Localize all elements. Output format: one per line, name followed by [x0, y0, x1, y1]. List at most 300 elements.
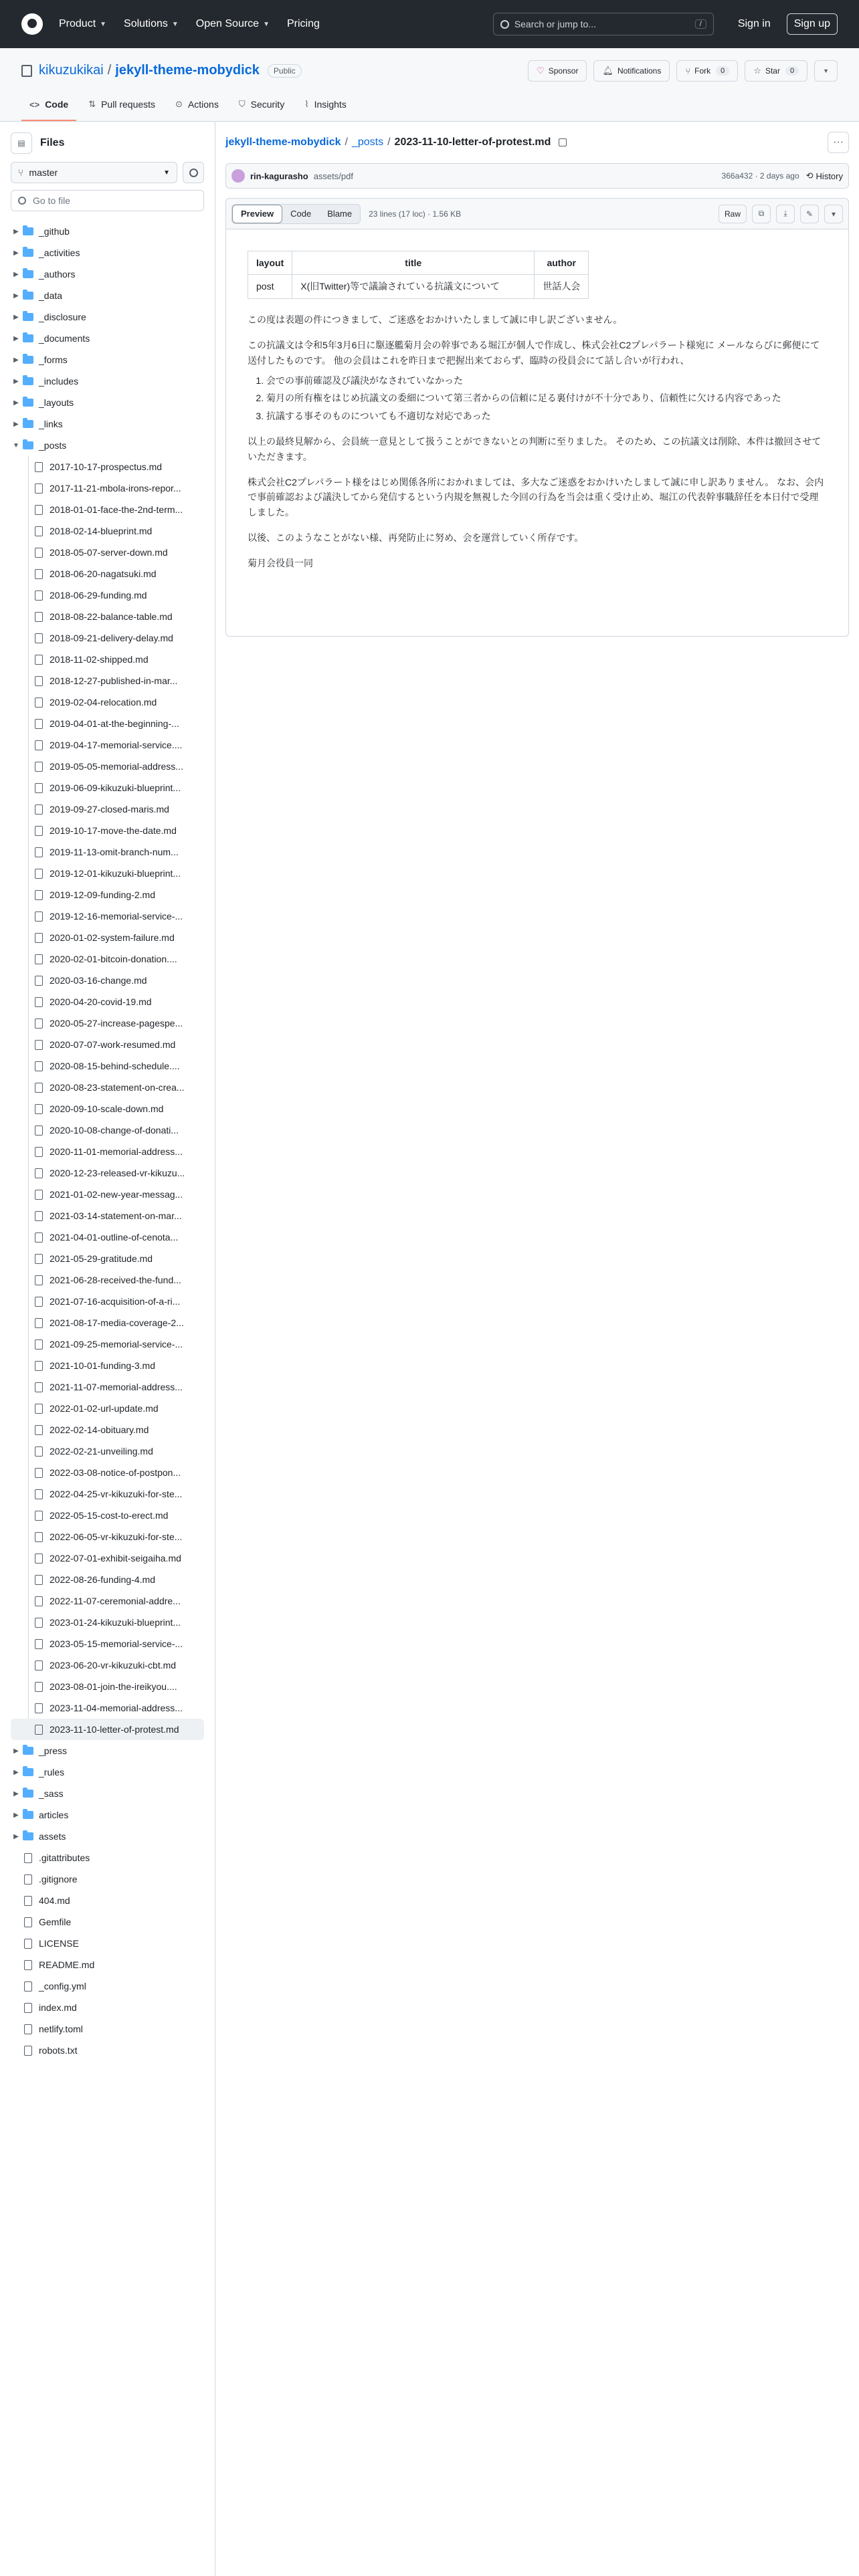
nav-product[interactable] — [59, 18, 106, 30]
file-toolbar — [226, 199, 848, 229]
breadcrumb-repo-link[interactable]: jekyll-theme-mobydick — [225, 136, 341, 148]
sign-up-button[interactable]: Sign up — [787, 13, 838, 35]
repo-owner-link[interactable]: kikuzukikai — [39, 63, 104, 78]
blame-button[interactable]: Blame — [327, 209, 353, 219]
repo-header — [0, 48, 859, 122]
folder-icon — [23, 227, 33, 235]
tree-file[interactable] — [11, 820, 204, 841]
tree-file[interactable] — [11, 1847, 204, 1868]
visibility-badge: Public — [268, 64, 302, 78]
shield-icon: ⛉ — [238, 99, 246, 109]
tree-item-label: 2018-11-02-shipped.md — [50, 654, 149, 665]
search-files-button[interactable] — [183, 162, 204, 183]
tree-file[interactable] — [11, 1205, 204, 1226]
chevron-right-icon: ▶ — [13, 292, 19, 300]
tree-item-label: 2018-12-27-published-in-mar... — [50, 675, 178, 686]
tree-item-label: _layouts — [39, 397, 74, 408]
tree-item-label: 2017-11-21-mbola-irons-repor... — [50, 483, 181, 494]
tree-file[interactable] — [11, 1141, 204, 1162]
tree-file[interactable] — [11, 1034, 204, 1055]
tree-folder[interactable] — [11, 1826, 204, 1847]
star-button[interactable] — [745, 60, 807, 82]
file-icon — [35, 1553, 43, 1564]
file-icon — [35, 954, 43, 964]
tree-file[interactable] — [11, 1569, 204, 1590]
file-icon — [24, 1917, 32, 1927]
tree-item-label: 2022-04-25-vr-kikuzuki-for-ste... — [50, 1489, 183, 1499]
chevron-right-icon: ▶ — [13, 1832, 19, 1840]
folder-icon — [23, 377, 33, 385]
paragraph: この度は表題の件につきまして、ご迷惑をおかけいたしまして誠に申し訳ございません。 — [248, 314, 623, 325]
file-box — [225, 198, 849, 637]
files-header — [11, 132, 204, 154]
tree-folder[interactable] — [11, 1740, 204, 1761]
tab-pull-requests[interactable] — [80, 89, 163, 121]
tree-folder[interactable] — [11, 328, 204, 349]
table-row — [248, 275, 589, 298]
search-icon — [500, 20, 509, 29]
nav-label: Product — [59, 18, 96, 29]
tree-file[interactable] — [11, 1398, 204, 1419]
tree-file[interactable] — [11, 1612, 204, 1633]
list-item: 3. 抗議する事そのものについても不適切な対応であった — [266, 409, 827, 423]
breadcrumb-current-file: 2023-11-10-letter-of-protest.md — [394, 136, 551, 148]
history-button[interactable] — [806, 171, 843, 181]
tree-file[interactable] — [11, 1077, 204, 1098]
tree-file[interactable] — [11, 1911, 204, 1933]
table-header: title — [292, 251, 535, 275]
tree-file[interactable] — [11, 1119, 204, 1141]
file-icon — [35, 484, 43, 494]
file-icon — [35, 1018, 43, 1029]
file-icon — [35, 676, 43, 686]
front-matter-table — [248, 251, 589, 299]
folder-icon — [23, 270, 33, 278]
tree-item-label: _github — [39, 226, 70, 237]
tab-code[interactable] — [21, 89, 76, 121]
tree-file[interactable] — [11, 2018, 204, 2040]
tree-folder[interactable] — [11, 242, 204, 263]
tree-file[interactable] — [11, 905, 204, 927]
file-icon — [35, 1318, 43, 1328]
tree-file[interactable] — [11, 520, 204, 542]
folder-icon — [23, 1747, 33, 1755]
chevron-right-icon: ▶ — [13, 1768, 19, 1776]
nav-pricing[interactable] — [287, 18, 320, 30]
file-icon — [35, 847, 43, 857]
tree-file[interactable] — [11, 1098, 204, 1119]
tree-folder[interactable] — [11, 1804, 204, 1826]
branch-row — [11, 162, 204, 183]
tree-folder[interactable] — [11, 1761, 204, 1783]
go-to-file-placeholder: Go to file — [33, 195, 71, 206]
tree-file[interactable] — [11, 1590, 204, 1612]
tree-item-label: 2019-09-27-closed-maris.md — [50, 804, 169, 815]
paragraph: 株式会社C2プレパラート様をはじめ関係各所におかれましては、多大なご迷惑をおかけいたしまして誠に申し訳ありません。 なお、会内で事前確認および議決してから発信するという内規を無視した今回の行為を当会は重く受け止め、堀江の代表幹事職辞任を本日付で受理しました。 — [248, 476, 824, 518]
tree-file[interactable] — [11, 627, 204, 649]
tree-item-label: 2018-01-01-face-the-2nd-term... — [50, 504, 183, 515]
tree-file[interactable] — [11, 1248, 204, 1269]
file-icon — [35, 1361, 43, 1371]
search-input[interactable] — [493, 13, 714, 35]
tree-file[interactable] — [11, 1719, 204, 1740]
chevron-down-icon: ▼ — [13, 441, 19, 449]
tree-file[interactable] — [11, 884, 204, 905]
chevron-right-icon: ▶ — [13, 1747, 19, 1755]
tree-folder[interactable] — [11, 263, 204, 285]
sign-in-link[interactable]: Sign in — [737, 18, 771, 29]
tree-item-label: 2021-01-02-new-year-messag... — [50, 1189, 183, 1200]
nav-open-source[interactable] — [196, 18, 270, 30]
branch-selector[interactable] — [11, 162, 177, 183]
tree-item-label: netlify.toml — [39, 2024, 83, 2034]
file-icon — [35, 826, 43, 836]
tree-file[interactable] — [11, 841, 204, 863]
posts-folder-children — [11, 456, 204, 1740]
tree-file[interactable] — [11, 1269, 204, 1291]
tree-item-label: 2023-01-24-kikuzuki-blueprint... — [50, 1617, 181, 1628]
tree-item-label: 2022-03-08-notice-of-postpon... — [50, 1467, 181, 1478]
file-icon — [35, 1725, 43, 1735]
tree-file[interactable] — [11, 456, 204, 477]
table-cell: post — [248, 275, 292, 298]
history-label: History — [816, 171, 843, 181]
tree-file[interactable] — [11, 734, 204, 756]
tab-label: Code — [45, 99, 69, 110]
chevron-down-icon[interactable]: ▾ — [824, 205, 843, 223]
tree-file[interactable] — [11, 777, 204, 798]
tree-item-label: _config.yml — [39, 1981, 86, 1992]
file-icon — [24, 2046, 32, 2056]
tab-security[interactable] — [231, 89, 292, 121]
tab-actions[interactable] — [167, 89, 227, 121]
file-view — [225, 122, 849, 637]
tree-file[interactable] — [11, 477, 204, 499]
tree-file[interactable] — [11, 1954, 204, 1975]
button-label: Sponsor — [548, 66, 579, 76]
tree-item-label: 2020-08-15-behind-schedule.... — [50, 1061, 180, 1071]
tree-file[interactable] — [11, 948, 204, 970]
tree-file[interactable] — [11, 863, 204, 884]
repo-icon — [21, 65, 32, 77]
tree-item-label: assets — [39, 1831, 66, 1842]
tree-file[interactable] — [11, 1012, 204, 1034]
tree-file[interactable] — [11, 499, 204, 520]
tree-folder[interactable] — [11, 349, 204, 370]
tree-file[interactable] — [11, 1226, 204, 1248]
chevron-right-icon: ▶ — [13, 399, 19, 407]
tree-item-label: _disclosure — [39, 312, 86, 322]
kebab-icon: ··· — [833, 136, 844, 148]
tree-item-label: 2022-01-02-url-update.md — [50, 1403, 159, 1414]
chevron-right-icon: ▶ — [13, 249, 19, 257]
file-icon — [24, 2003, 32, 2013]
tree-item-label: .gitignore — [39, 1874, 78, 1885]
file-icon — [24, 2024, 32, 2034]
tree-file[interactable] — [11, 1462, 204, 1483]
latest-commit-bar — [225, 163, 849, 189]
chevron-right-icon: ▶ — [13, 356, 19, 364]
file-icon — [35, 1660, 43, 1671]
tree-file[interactable] — [11, 1654, 204, 1676]
file-actions — [719, 205, 843, 223]
tree-file[interactable] — [11, 1975, 204, 1997]
branch-icon: ⑂ — [18, 167, 24, 178]
file-icon — [35, 890, 43, 900]
tree-folder[interactable] — [11, 392, 204, 413]
file-icon — [35, 1425, 43, 1435]
tree-folder[interactable] — [11, 221, 204, 242]
edit-icon[interactable]: ✎ — [800, 205, 819, 223]
file-icon — [35, 911, 43, 922]
tree-item-label: 2018-06-20-nagatsuki.md — [50, 568, 157, 579]
tree-file[interactable] — [11, 670, 204, 691]
commit-hash[interactable]: 366a432 · 2 days ago — [721, 171, 799, 181]
tree-file[interactable] — [11, 649, 204, 670]
breadcrumb — [225, 122, 849, 163]
breadcrumb-dir-link[interactable]: _posts — [351, 136, 384, 148]
tree-folder[interactable] — [11, 1783, 204, 1804]
sponsor-button[interactable] — [528, 60, 587, 82]
tree-file[interactable] — [11, 1547, 204, 1569]
tree-file[interactable] — [11, 1184, 204, 1205]
tree-item-label: index.md — [39, 2002, 77, 2013]
file-icon — [35, 548, 43, 558]
tree-item-label: 2018-06-29-funding.md — [50, 590, 147, 601]
file-icon — [24, 1874, 32, 1885]
tree-item-label: 2021-07-16-acquisition-of-a-ri... — [50, 1296, 181, 1307]
tree-folder[interactable] — [11, 370, 204, 392]
folder-icon — [23, 356, 33, 364]
file-icon — [35, 1083, 43, 1093]
tree-file[interactable] — [11, 991, 204, 1012]
tree-item-label: _rules — [39, 1767, 65, 1778]
file-icon — [35, 655, 43, 665]
tree-item-label: _links — [39, 419, 63, 429]
chevron-down-icon: ▼ — [100, 20, 107, 28]
tree-file[interactable] — [11, 1312, 204, 1333]
tree-folder[interactable] — [11, 285, 204, 306]
tree-item-label: Gemfile — [39, 1917, 72, 1927]
tree-file[interactable] — [11, 713, 204, 734]
fork-count: 0 — [716, 66, 729, 76]
file-icon — [35, 1703, 43, 1713]
reason-list — [266, 373, 827, 423]
nav-label: Pricing — [286, 18, 320, 29]
file-icon — [24, 1960, 32, 1970]
chevron-down-icon: ▼ — [171, 20, 179, 28]
list-item: 1. 会での事前確認及び議決がなされていなかった — [266, 373, 827, 388]
tree-file[interactable] — [11, 798, 204, 820]
file-icon — [35, 1339, 43, 1350]
tree-file[interactable] — [11, 563, 204, 584]
tree-file[interactable] — [11, 2040, 204, 2061]
folder-icon — [23, 1790, 33, 1798]
button-label: Fork — [694, 66, 711, 76]
tree-item-label: 2021-06-28-received-the-fund... — [50, 1275, 181, 1285]
file-tree — [11, 221, 204, 2061]
tab-label: Insights — [314, 99, 347, 110]
chevron-right-icon: ▶ — [13, 227, 19, 235]
search-placeholder: Search or jump to... — [514, 19, 596, 29]
preview-button[interactable]: Preview — [232, 205, 282, 223]
graph-icon: ⌇ — [304, 99, 309, 109]
folder-icon — [23, 1768, 33, 1776]
file-icon — [35, 1147, 43, 1157]
copy-raw-icon[interactable]: ⧉ — [752, 205, 771, 223]
notifications-button[interactable] — [593, 60, 670, 82]
tree-item-label: _posts — [39, 440, 67, 451]
tree-file[interactable] — [11, 1633, 204, 1654]
nav-label: Solutions — [124, 18, 168, 29]
tree-file[interactable] — [11, 756, 204, 777]
tree-item-label: 2020-09-10-scale-down.md — [50, 1103, 164, 1114]
github-logo-icon[interactable] — [21, 13, 43, 35]
tree-item-label: 2023-08-01-join-the-ireikyou.... — [50, 1681, 177, 1692]
tree-file[interactable] — [11, 1333, 204, 1355]
more-options-button[interactable] — [828, 132, 849, 153]
history-icon: ⟲ — [805, 171, 814, 181]
file-info: 23 lines (17 loc) · 1.56 KB — [369, 209, 462, 219]
file-icon — [35, 612, 43, 622]
tree-item-label: 2020-02-01-bitcoin-donation.... — [50, 954, 177, 964]
folder-icon — [23, 1811, 33, 1819]
tree-item-label: 2022-02-21-unveiling.md — [50, 1446, 153, 1457]
tree-file[interactable] — [11, 542, 204, 563]
tree-file[interactable] — [11, 1697, 204, 1719]
repo-name-link[interactable]: jekyll-theme-mobydick — [115, 63, 260, 78]
tree-item-label: 2019-04-01-at-the-beginning-... — [50, 718, 179, 729]
tree-file[interactable] — [11, 606, 204, 627]
star-count: 0 — [785, 66, 799, 76]
file-icon — [35, 976, 43, 986]
tree-item-label: 2019-11-13-omit-branch-num... — [50, 847, 179, 857]
file-icon — [35, 740, 43, 750]
raw-button[interactable]: Raw — [719, 205, 747, 223]
file-icon — [24, 1981, 32, 1992]
tree-item-label: _forms — [39, 354, 68, 365]
tree-item-label: README.md — [39, 1959, 95, 1970]
tree-file[interactable] — [11, 1483, 204, 1505]
star-dropdown-button[interactable] — [814, 60, 838, 82]
tree-folder[interactable] — [11, 306, 204, 328]
fork-button[interactable] — [676, 60, 738, 82]
search-shortcut: / — [695, 19, 706, 29]
download-icon[interactable]: ⤓ — [776, 205, 795, 223]
pull-request-icon: ⇅ — [88, 99, 96, 109]
button-label: Star — [765, 66, 780, 76]
global-header — [0, 0, 859, 48]
tree-file[interactable] — [11, 970, 204, 991]
file-icon — [35, 1125, 43, 1136]
tree-file[interactable] — [11, 927, 204, 948]
tree-file[interactable] — [11, 1440, 204, 1462]
code-button[interactable]: Code — [290, 209, 312, 219]
avatar[interactable] — [231, 169, 245, 183]
tree-item-label: articles — [39, 1810, 69, 1820]
tree-item-label: 2020-05-27-increase-pagespe... — [50, 1018, 183, 1029]
tree-file[interactable] — [11, 1676, 204, 1697]
tree-file[interactable] — [11, 1419, 204, 1440]
tree-file[interactable] — [11, 1868, 204, 1890]
tree-item-label: 2019-12-09-funding-2.md — [50, 889, 155, 900]
tree-item-label: 2018-05-07-server-down.md — [50, 547, 168, 558]
tree-folder[interactable] — [11, 413, 204, 435]
tree-file[interactable] — [11, 1933, 204, 1954]
repo-title — [21, 63, 302, 78]
file-icon — [35, 1254, 43, 1264]
tree-file[interactable] — [11, 1055, 204, 1077]
commit-author[interactable]: rin-kagurasho — [250, 171, 308, 181]
tree-item-label: _authors — [39, 269, 76, 280]
chevron-down-icon: ▼ — [163, 169, 170, 177]
copy-icon[interactable] — [559, 138, 567, 146]
tree-item-label: 2019-12-01-kikuzuki-blueprint... — [50, 868, 181, 879]
tree-item-label: 2020-04-20-covid-19.md — [50, 996, 152, 1007]
paragraph: 以上の最終見解から、会員統一意見として扱うことができないとの判断に至りました。 そのため、この抗議文は削除、本件は撤回させていただきます。 — [248, 436, 822, 462]
tree-file[interactable] — [11, 691, 204, 713]
file-icon — [35, 1040, 43, 1050]
file-icon — [35, 1596, 43, 1606]
file-icon — [35, 933, 43, 943]
tree-file[interactable] — [11, 1526, 204, 1547]
chevron-right-icon: ▶ — [13, 377, 19, 385]
tree-file[interactable] — [11, 1291, 204, 1312]
tree-item-label: 2019-04-17-memorial-service.... — [50, 740, 183, 750]
tree-file[interactable] — [11, 584, 204, 606]
go-to-file-input[interactable] — [11, 190, 204, 211]
tree-item-label: 2018-09-21-delivery-delay.md — [50, 633, 173, 643]
search-icon — [18, 197, 26, 205]
tree-file[interactable] — [11, 1162, 204, 1184]
file-icon — [35, 462, 43, 472]
tree-item-label: 2020-07-07-work-resumed.md — [50, 1039, 176, 1050]
tree-item-label: 2023-11-04-memorial-address... — [50, 1703, 183, 1713]
sidebar-collapse-icon[interactable]: ▤ — [11, 132, 32, 154]
file-icon — [35, 1061, 43, 1071]
tree-file[interactable] — [11, 1376, 204, 1398]
separator: / — [107, 63, 112, 78]
file-icon — [35, 869, 43, 879]
file-icon — [35, 591, 43, 601]
file-icon — [35, 633, 43, 643]
file-icon — [35, 1168, 43, 1178]
tree-file[interactable] — [11, 1355, 204, 1376]
file-icon — [35, 1618, 43, 1628]
commit-message[interactable]: assets/pdf — [313, 171, 353, 181]
tree-file[interactable] — [11, 1997, 204, 2018]
tree-item-label: 2022-11-07-ceremonial-addre... — [50, 1596, 181, 1606]
tree-item-label: 2021-10-01-funding-3.md — [50, 1360, 155, 1371]
table-cell: 世話人会 — [535, 275, 589, 298]
tree-item-label: 2019-10-17-move-the-date.md — [50, 825, 177, 836]
heart-icon: ♡ — [537, 66, 545, 76]
nav-solutions[interactable] — [124, 18, 179, 30]
tree-file[interactable] — [11, 1890, 204, 1911]
tree-item-label: 2023-05-15-memorial-service-... — [50, 1638, 183, 1649]
paragraph: 以後、このようなことがない様、再発防止に努め、会を運営していく所存です。 — [248, 532, 584, 544]
file-icon — [35, 1404, 43, 1414]
branch-name: master — [29, 167, 58, 178]
tree-file[interactable] — [11, 1505, 204, 1526]
file-icon — [35, 1468, 43, 1478]
tree-item-label: .gitattributes — [39, 1852, 90, 1863]
tree-item-label: 2019-02-04-relocation.md — [50, 697, 157, 708]
tree-item-label: 2023-11-10-letter-of-protest.md — [50, 1724, 179, 1735]
tree-item-label: 2023-06-20-vr-kikuzuki-cbt.md — [50, 1660, 177, 1671]
tree-folder[interactable] — [11, 435, 204, 456]
tab-insights[interactable] — [296, 89, 355, 121]
